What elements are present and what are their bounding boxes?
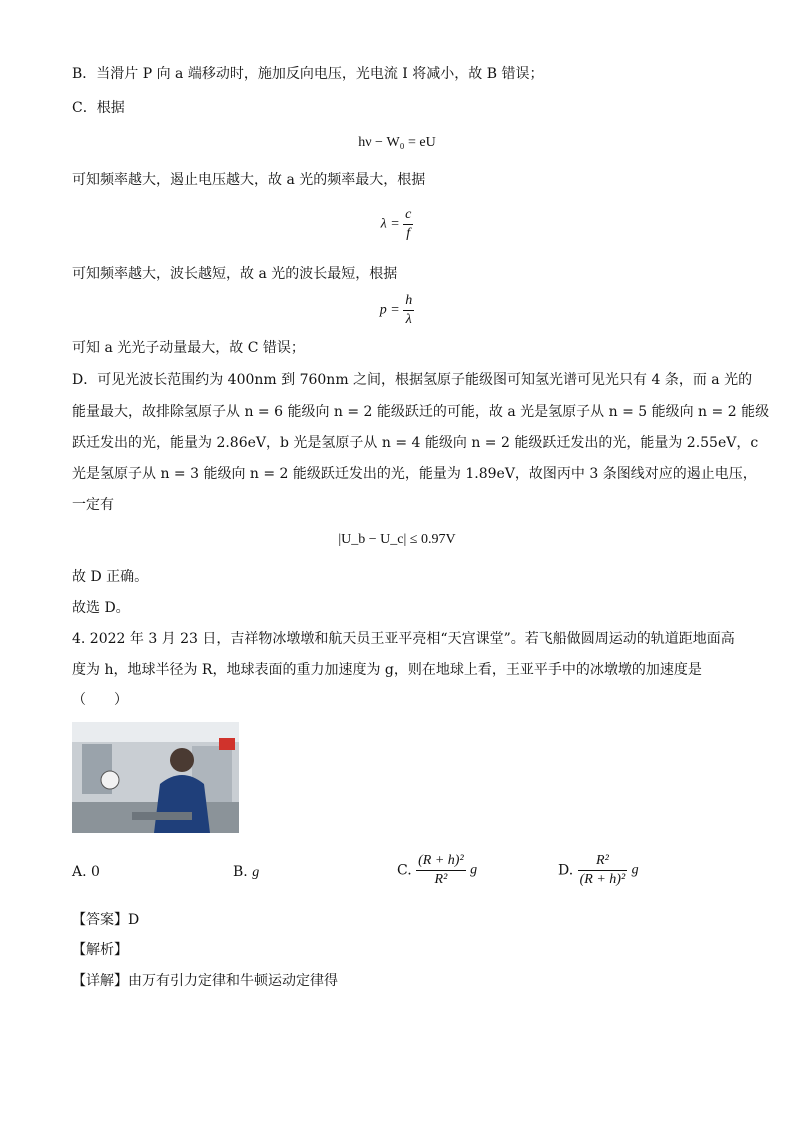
formula-wavelength-den: f [403, 224, 413, 243]
option-c-label: C. [397, 862, 412, 879]
option-d-tail: g [631, 862, 639, 878]
line-d5: 一定有 [72, 497, 114, 513]
formula-momentum-lhs: p = [379, 302, 400, 318]
space-station-photo [72, 722, 239, 833]
question-4-line2: 度为 h，地球半径为 R，地球表面的重力加速度为 g，则在地球上看，王亚平手中的冰墩墩的加速度是 [72, 662, 702, 678]
line-d1: D．可见光波长范围约为 400nm 到 760nm 之间，根据氢原子能级图可知氢光谱可见光只有 4 条，而 a 光的 [72, 372, 753, 388]
formula-photoelectric: hν − W₀ = eU [358, 135, 436, 150]
option-b-value: g [252, 865, 260, 880]
option-c-num: (R + h)² [418, 853, 464, 868]
option-d-den: (R + h)² [579, 872, 626, 887]
line-d6: 故 D 正确。 [72, 569, 149, 585]
formula-momentum-den: λ [403, 310, 414, 329]
formula-momentum-fraction [403, 292, 414, 329]
option-d-num: R² [596, 853, 609, 868]
option-c-den: R² [416, 870, 466, 889]
question-4-line1: 4. 2022 年 3 月 23 日，吉祥物冰墩墩和航天员王亚平亮相“天宫课堂”。若飞船做圆周运动的轨道距地面高 [72, 631, 735, 647]
option-b-label: B. [233, 864, 248, 880]
line-d3: 跃迁发出的光，能量为 2.86eV，b 光是氢原子从 n = 4 能级向 n = 2 能级跃迁发出的光，能量为 2.55eV，c [72, 435, 759, 451]
analysis-heading: 【解析】 [72, 942, 128, 958]
line-c2: 可知频率越大，遏止电压越大，故 a 光的频率最大，根据 [72, 172, 426, 188]
space-station-photo-drawing [72, 722, 239, 833]
line-c: C．根据 [72, 100, 125, 116]
formula-voltage-inequality: |U_b − U_c| ≤ 0.97V [338, 532, 456, 547]
line-d4: 光是氢原子从 n = 3 能级向 n = 2 能级跃迁发出的光，能量为 1.89eV，故图丙中 3 条图线对应的遏止电压， [72, 466, 757, 482]
line-b: B．当滑片 P 向 a 端移动时，施加反向电压，光电流 I 将减小，故 B 错误； [72, 66, 544, 82]
option-c-fraction [416, 852, 466, 889]
option-d-fraction [578, 852, 628, 889]
line-d2: 能量最大，故排除氢原子从 n = 6 能级向 n = 2 能级跃迁的可能，故 a 光是氢原子从 n = 5 能级向 n = 2 能级 [72, 404, 770, 420]
line-d7: 故选 D。 [72, 600, 130, 616]
option-b [233, 864, 259, 881]
formula-wavelength [0, 206, 794, 243]
option-c [397, 852, 477, 889]
option-c-tail: g [470, 862, 478, 878]
formula-wavelength-lhs: λ = [380, 216, 400, 232]
formula-wavelength-num: c [405, 207, 412, 222]
question-4-blank: （ ） [72, 692, 128, 708]
line-c4: 可知 a 光光子动量最大，故 C 错误； [72, 340, 305, 356]
formula-wavelength-fraction [403, 206, 413, 243]
option-d [558, 852, 639, 889]
option-a: A. 0 [72, 864, 100, 880]
line-c3: 可知频率越大，波长越短，故 a 光的波长最短，根据 [72, 266, 398, 282]
formula-momentum-num: h [405, 293, 413, 308]
answer-line: 【答案】D [72, 912, 140, 928]
detail-line: 【详解】由万有引力定律和牛顿运动定律得 [72, 973, 338, 989]
formula-momentum [0, 292, 794, 329]
option-d-label: D. [558, 862, 574, 879]
